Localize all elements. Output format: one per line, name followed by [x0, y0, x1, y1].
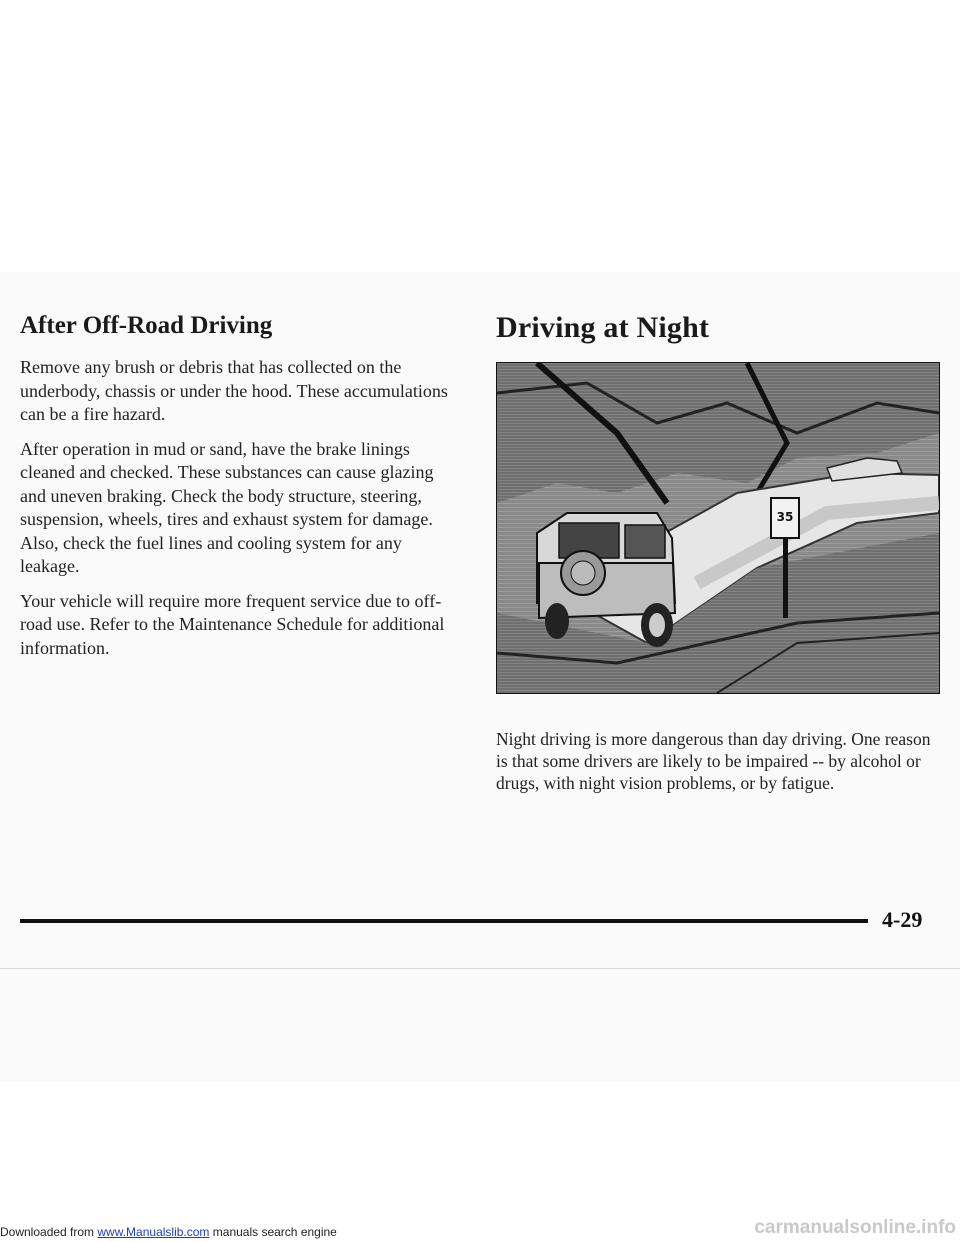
paragraph: Night driving is more dangerous than day driving. One reason is that some drivers are likely to be impaired -- by alcohol or drugs, with night vision problems, or by fatigue. [496, 729, 931, 793]
top-margin [0, 0, 960, 272]
scan-line [0, 968, 960, 969]
paragraph: Remove any brush or debris that has collected on the underbody, chassis or under the hood. These accumulations can be a fire hazard. [20, 357, 448, 424]
paragraph: After operation in mud or sand, have the brake linings cleaned and checked. These substances can cause glazing and uneven braking. Check the body structure, steering, suspension, wheels, tires and exhaust system for damage. Also, check the fuel lines and cooling system for any leakage. [20, 438, 434, 576]
section-heading: Driving at Night [496, 311, 710, 344]
after-off-road-section [20, 310, 460, 671]
page-number: 4-29 [882, 907, 923, 932]
watermark: carmanualsonline.info [754, 1217, 956, 1238]
section-heading: After Off-Road Driving [20, 312, 273, 339]
driving-at-night-text [496, 728, 942, 794]
banner-prefix: Downloaded from [0, 1225, 98, 1239]
speed-limit-sign-text: 35 [776, 510, 794, 524]
banner-suffix: manuals search engine [209, 1225, 337, 1239]
footer-rule [20, 919, 868, 923]
driving-at-night-section [496, 310, 942, 362]
manualslib-link[interactable]: www.Manualslib.com [97, 1225, 210, 1239]
night-road-scene-image [497, 363, 939, 693]
paragraph: Your vehicle will require more frequent service due to off-road use. Refer to the Maintenance Schedule for additional information. [20, 590, 445, 658]
night-driving-illustration [496, 362, 940, 694]
